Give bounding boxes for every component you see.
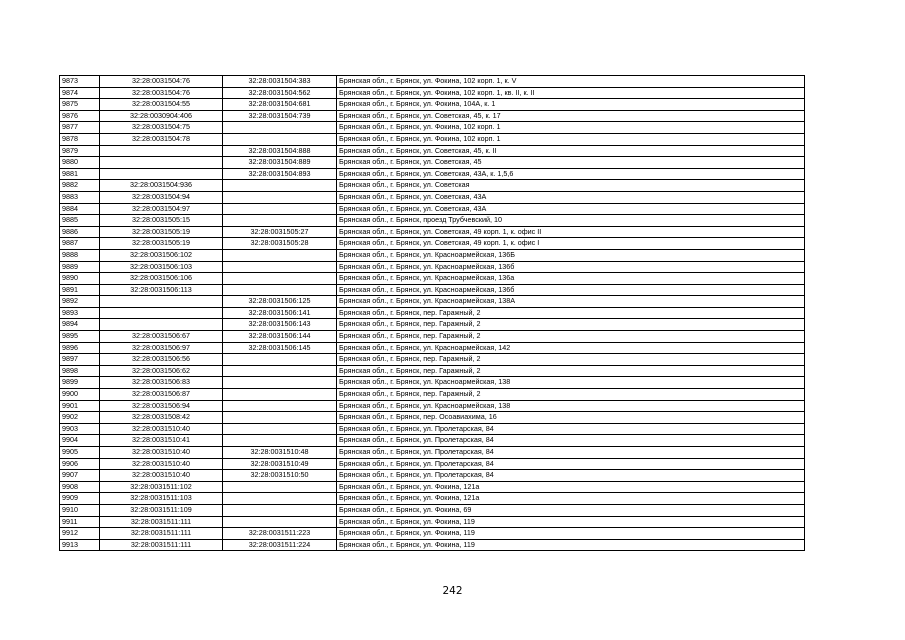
address-cell: Брянская обл., г. Брянск, пер. Гаражный, 2 — [337, 389, 805, 401]
land-cadastral-number-cell: 32:28:0031510:40 — [100, 470, 223, 482]
table-row — [60, 191, 805, 203]
building-cadastral-number-cell: 32:28:0031511:224 — [223, 539, 337, 551]
row-number-cell: 9898 — [60, 365, 100, 377]
address-cell: Брянская обл., г. Брянск, ул. Фокина, 119 — [337, 528, 805, 540]
address-cell: Брянская обл., г. Брянск, ул. Пролетарская, 84 — [337, 447, 805, 459]
address-cell: Брянская обл., г. Брянск, ул. Фокина, 121а — [337, 493, 805, 505]
row-number-cell: 9893 — [60, 307, 100, 319]
table-row — [60, 504, 805, 516]
table-row — [60, 284, 805, 296]
address-cell: Брянская обл., г. Брянск, ул. Советская, 49 корп. 1, к. офис II — [337, 226, 805, 238]
row-number-cell: 9891 — [60, 284, 100, 296]
table-row — [60, 528, 805, 540]
table-row — [60, 168, 805, 180]
table-row — [60, 215, 805, 227]
land-cadastral-number-cell — [100, 307, 223, 319]
address-cell: Брянская обл., г. Брянск, пер. Осоавиахима, 16 — [337, 412, 805, 424]
row-number-cell: 9911 — [60, 516, 100, 528]
address-cell: Брянская обл., г. Брянск, проезд Трубчевский, 10 — [337, 215, 805, 227]
row-number-cell: 9901 — [60, 400, 100, 412]
page-number: 242 — [442, 585, 463, 597]
table-row — [60, 435, 805, 447]
building-cadastral-number-cell — [223, 354, 337, 366]
registry-table-body — [60, 76, 805, 551]
row-number-cell: 9890 — [60, 273, 100, 285]
address-cell: Брянская обл., г. Брянск, ул. Красноармейская, 138 — [337, 400, 805, 412]
address-cell: Брянская обл., г. Брянск, ул. Советская, 43А — [337, 203, 805, 215]
address-cell: Брянская обл., г. Брянск, пер. Гаражный, 2 — [337, 307, 805, 319]
row-number-cell: 9899 — [60, 377, 100, 389]
address-cell: Брянская обл., г. Брянск, ул. Красноармейская, 142 — [337, 342, 805, 354]
table-row — [60, 389, 805, 401]
building-cadastral-number-cell — [223, 122, 337, 134]
row-number-cell: 9908 — [60, 481, 100, 493]
row-number-cell: 9886 — [60, 226, 100, 238]
table-row — [60, 470, 805, 482]
table-row — [60, 365, 805, 377]
table-row — [60, 203, 805, 215]
table-row — [60, 447, 805, 459]
building-cadastral-number-cell — [223, 249, 337, 261]
building-cadastral-number-cell — [223, 493, 337, 505]
row-number-cell: 9887 — [60, 238, 100, 250]
land-cadastral-number-cell: 32:28:0031504:936 — [100, 180, 223, 192]
table-row — [60, 354, 805, 366]
building-cadastral-number-cell — [223, 423, 337, 435]
building-cadastral-number-cell: 32:28:0031505:28 — [223, 238, 337, 250]
row-number-cell: 9913 — [60, 539, 100, 551]
row-number-cell: 9880 — [60, 157, 100, 169]
table-row — [60, 377, 805, 389]
address-cell: Брянская обл., г. Брянск, ул. Красноармейская, 138 — [337, 377, 805, 389]
land-cadastral-number-cell: 32:28:0031510:41 — [100, 435, 223, 447]
address-cell: Брянская обл., г. Брянск, ул. Пролетарская, 84 — [337, 458, 805, 470]
land-cadastral-number-cell: 32:28:0031504:76 — [100, 87, 223, 99]
table-row — [60, 458, 805, 470]
land-cadastral-number-cell: 32:28:0031510:40 — [100, 458, 223, 470]
land-cadastral-number-cell: 32:28:0031511:109 — [100, 504, 223, 516]
land-cadastral-number-cell: 32:28:0031511:102 — [100, 481, 223, 493]
table-row — [60, 342, 805, 354]
building-cadastral-number-cell: 32:28:0031506:141 — [223, 307, 337, 319]
building-cadastral-number-cell: 32:28:0031504:888 — [223, 145, 337, 157]
row-number-cell: 9910 — [60, 504, 100, 516]
address-cell: Брянская обл., г. Брянск, ул. Фокина, 102 корп. 1 — [337, 122, 805, 134]
address-cell: Брянская обл., г. Брянск, ул. Фокина, 121а — [337, 481, 805, 493]
address-cell: Брянская обл., г. Брянск, ул. Фокина, 119 — [337, 516, 805, 528]
row-number-cell: 9881 — [60, 168, 100, 180]
table-row — [60, 319, 805, 331]
building-cadastral-number-cell — [223, 400, 337, 412]
table-row — [60, 87, 805, 99]
table-row — [60, 122, 805, 134]
address-cell: Брянская обл., г. Брянск, ул. Красноармейская, 138А — [337, 296, 805, 308]
building-cadastral-number-cell: 32:28:0031506:143 — [223, 319, 337, 331]
row-number-cell: 9896 — [60, 342, 100, 354]
land-cadastral-number-cell — [100, 145, 223, 157]
building-cadastral-number-cell: 32:28:0031506:125 — [223, 296, 337, 308]
address-cell: Брянская обл., г. Брянск, ул. Красноармейская, 136Б — [337, 249, 805, 261]
row-number-cell: 9905 — [60, 447, 100, 459]
building-cadastral-number-cell: 32:28:0031511:223 — [223, 528, 337, 540]
building-cadastral-number-cell — [223, 284, 337, 296]
address-cell: Брянская обл., г. Брянск, ул. Советская — [337, 180, 805, 192]
land-cadastral-number-cell — [100, 168, 223, 180]
building-cadastral-number-cell — [223, 261, 337, 273]
row-number-cell: 9879 — [60, 145, 100, 157]
building-cadastral-number-cell — [223, 377, 337, 389]
table-row — [60, 226, 805, 238]
building-cadastral-number-cell: 32:28:0031510:50 — [223, 470, 337, 482]
land-cadastral-number-cell: 32:28:0031506:56 — [100, 354, 223, 366]
building-cadastral-number-cell — [223, 365, 337, 377]
land-cadastral-number-cell: 32:28:0031504:94 — [100, 191, 223, 203]
address-cell: Брянская обл., г. Брянск, пер. Гаражный, 2 — [337, 365, 805, 377]
address-cell: Брянская обл., г. Брянск, ул. Советская, 45, к. II — [337, 145, 805, 157]
land-cadastral-number-cell: 32:28:0031506:102 — [100, 249, 223, 261]
table-row — [60, 145, 805, 157]
building-cadastral-number-cell — [223, 133, 337, 145]
row-number-cell: 9874 — [60, 87, 100, 99]
row-number-cell: 9903 — [60, 423, 100, 435]
row-number-cell: 9912 — [60, 528, 100, 540]
table-row — [60, 133, 805, 145]
building-cadastral-number-cell — [223, 191, 337, 203]
address-cell: Брянская обл., г. Брянск, ул. Пролетарская, 84 — [337, 470, 805, 482]
building-cadastral-number-cell: 32:28:0031505:27 — [223, 226, 337, 238]
building-cadastral-number-cell — [223, 481, 337, 493]
table-row — [60, 423, 805, 435]
address-cell: Брянская обл., г. Брянск, пер. Гаражный, 2 — [337, 331, 805, 343]
land-cadastral-number-cell: 32:28:0031506:83 — [100, 377, 223, 389]
table-row — [60, 539, 805, 551]
table-row — [60, 249, 805, 261]
row-number-cell: 9897 — [60, 354, 100, 366]
row-number-cell: 9888 — [60, 249, 100, 261]
table-row — [60, 99, 805, 111]
table-row — [60, 412, 805, 424]
address-cell: Брянская обл., г. Брянск, ул. Фокина, 102 корп. 1, кв. II, к. II — [337, 87, 805, 99]
table-row — [60, 516, 805, 528]
land-cadastral-number-cell — [100, 157, 223, 169]
land-cadastral-number-cell: 32:28:0030904:406 — [100, 110, 223, 122]
table-row — [60, 493, 805, 505]
building-cadastral-number-cell: 32:28:0031510:48 — [223, 447, 337, 459]
row-number-cell: 9878 — [60, 133, 100, 145]
land-cadastral-number-cell: 32:28:0031505:15 — [100, 215, 223, 227]
row-number-cell: 9877 — [60, 122, 100, 134]
building-cadastral-number-cell: 32:28:0031504:562 — [223, 87, 337, 99]
address-cell: Брянская обл., г. Брянск, ул. Советская, 45 — [337, 157, 805, 169]
table-row — [60, 273, 805, 285]
land-cadastral-number-cell: 32:28:0031511:111 — [100, 539, 223, 551]
land-cadastral-number-cell: 32:28:0031506:87 — [100, 389, 223, 401]
land-cadastral-number-cell: 32:28:0031506:62 — [100, 365, 223, 377]
row-number-cell: 9906 — [60, 458, 100, 470]
land-cadastral-number-cell: 32:28:0031504:55 — [100, 99, 223, 111]
address-cell: Брянская обл., г. Брянск, ул. Фокина, 69 — [337, 504, 805, 516]
land-cadastral-number-cell: 32:28:0031504:78 — [100, 133, 223, 145]
table-row — [60, 296, 805, 308]
building-cadastral-number-cell — [223, 273, 337, 285]
row-number-cell: 9904 — [60, 435, 100, 447]
row-number-cell: 9892 — [60, 296, 100, 308]
table-row — [60, 238, 805, 250]
building-cadastral-number-cell: 32:28:0031504:739 — [223, 110, 337, 122]
land-cadastral-number-cell: 32:28:0031508:42 — [100, 412, 223, 424]
land-cadastral-number-cell: 32:28:0031506:103 — [100, 261, 223, 273]
building-cadastral-number-cell: 32:28:0031504:889 — [223, 157, 337, 169]
land-cadastral-number-cell: 32:28:0031511:111 — [100, 516, 223, 528]
registry-table — [59, 75, 805, 551]
land-cadastral-number-cell: 32:28:0031504:76 — [100, 76, 223, 88]
table-row — [60, 157, 805, 169]
land-cadastral-number-cell: 32:28:0031504:97 — [100, 203, 223, 215]
table-row — [60, 400, 805, 412]
row-number-cell: 9882 — [60, 180, 100, 192]
table-row — [60, 180, 805, 192]
land-cadastral-number-cell — [100, 319, 223, 331]
row-number-cell: 9875 — [60, 99, 100, 111]
building-cadastral-number-cell: 32:28:0031504:383 — [223, 76, 337, 88]
row-number-cell: 9895 — [60, 331, 100, 343]
land-cadastral-number-cell: 32:28:0031505:19 — [100, 238, 223, 250]
row-number-cell: 9894 — [60, 319, 100, 331]
building-cadastral-number-cell: 32:28:0031504:893 — [223, 168, 337, 180]
building-cadastral-number-cell — [223, 504, 337, 516]
building-cadastral-number-cell: 32:28:0031510:49 — [223, 458, 337, 470]
row-number-cell: 9902 — [60, 412, 100, 424]
row-number-cell: 9900 — [60, 389, 100, 401]
land-cadastral-number-cell: 32:28:0031510:40 — [100, 423, 223, 435]
address-cell: Брянская обл., г. Брянск, пер. Гаражный, 2 — [337, 354, 805, 366]
row-number-cell: 9885 — [60, 215, 100, 227]
land-cadastral-number-cell: 32:28:0031504:75 — [100, 122, 223, 134]
address-cell: Брянская обл., г. Брянск, ул. Советская, 43А — [337, 191, 805, 203]
address-cell: Брянская обл., г. Брянск, ул. Пролетарская, 84 — [337, 423, 805, 435]
building-cadastral-number-cell — [223, 215, 337, 227]
building-cadastral-number-cell — [223, 180, 337, 192]
building-cadastral-number-cell: 32:28:0031506:144 — [223, 331, 337, 343]
row-number-cell: 9883 — [60, 191, 100, 203]
land-cadastral-number-cell: 32:28:0031506:97 — [100, 342, 223, 354]
address-cell: Брянская обл., г. Брянск, ул. Красноармейская, 136б — [337, 284, 805, 296]
row-number-cell: 9909 — [60, 493, 100, 505]
building-cadastral-number-cell: 32:28:0031504:681 — [223, 99, 337, 111]
address-cell: Брянская обл., г. Брянск, пер. Гаражный, 2 — [337, 319, 805, 331]
table-row — [60, 331, 805, 343]
land-cadastral-number-cell: 32:28:0031506:94 — [100, 400, 223, 412]
address-cell: Брянская обл., г. Брянск, ул. Фокина, 102 корп. 1, к. V — [337, 76, 805, 88]
building-cadastral-number-cell — [223, 516, 337, 528]
address-cell: Брянская обл., г. Брянск, ул. Фокина, 104А, к. 1 — [337, 99, 805, 111]
table-row — [60, 481, 805, 493]
building-cadastral-number-cell — [223, 389, 337, 401]
building-cadastral-number-cell — [223, 435, 337, 447]
address-cell: Брянская обл., г. Брянск, ул. Советская, 45, к. 17 — [337, 110, 805, 122]
land-cadastral-number-cell: 32:28:0031511:103 — [100, 493, 223, 505]
building-cadastral-number-cell — [223, 203, 337, 215]
row-number-cell: 9884 — [60, 203, 100, 215]
address-cell: Брянская обл., г. Брянск, ул. Советская, 49 корп. 1, к. офис I — [337, 238, 805, 250]
address-cell: Брянская обл., г. Брянск, ул. Фокина, 102 корп. 1 — [337, 133, 805, 145]
building-cadastral-number-cell: 32:28:0031506:145 — [223, 342, 337, 354]
address-cell: Брянская обл., г. Брянск, ул. Советская, 43А, к. 1,5,6 — [337, 168, 805, 180]
row-number-cell: 9876 — [60, 110, 100, 122]
building-cadastral-number-cell — [223, 412, 337, 424]
table-row — [60, 76, 805, 88]
land-cadastral-number-cell: 32:28:0031510:40 — [100, 447, 223, 459]
land-cadastral-number-cell — [100, 296, 223, 308]
row-number-cell: 9873 — [60, 76, 100, 88]
address-cell: Брянская обл., г. Брянск, ул. Фокина, 119 — [337, 539, 805, 551]
land-cadastral-number-cell: 32:28:0031505:19 — [100, 226, 223, 238]
land-cadastral-number-cell: 32:28:0031506:106 — [100, 273, 223, 285]
land-cadastral-number-cell: 32:28:0031511:111 — [100, 528, 223, 540]
table-row — [60, 110, 805, 122]
address-cell: Брянская обл., г. Брянск, ул. Красноармейская, 136а — [337, 273, 805, 285]
table-row — [60, 261, 805, 273]
row-number-cell: 9907 — [60, 470, 100, 482]
row-number-cell: 9889 — [60, 261, 100, 273]
land-cadastral-number-cell: 32:28:0031506:67 — [100, 331, 223, 343]
address-cell: Брянская обл., г. Брянск, ул. Пролетарская, 84 — [337, 435, 805, 447]
table-row — [60, 307, 805, 319]
address-cell: Брянская обл., г. Брянск, ул. Красноармейская, 136б — [337, 261, 805, 273]
land-cadastral-number-cell: 32:28:0031506:113 — [100, 284, 223, 296]
